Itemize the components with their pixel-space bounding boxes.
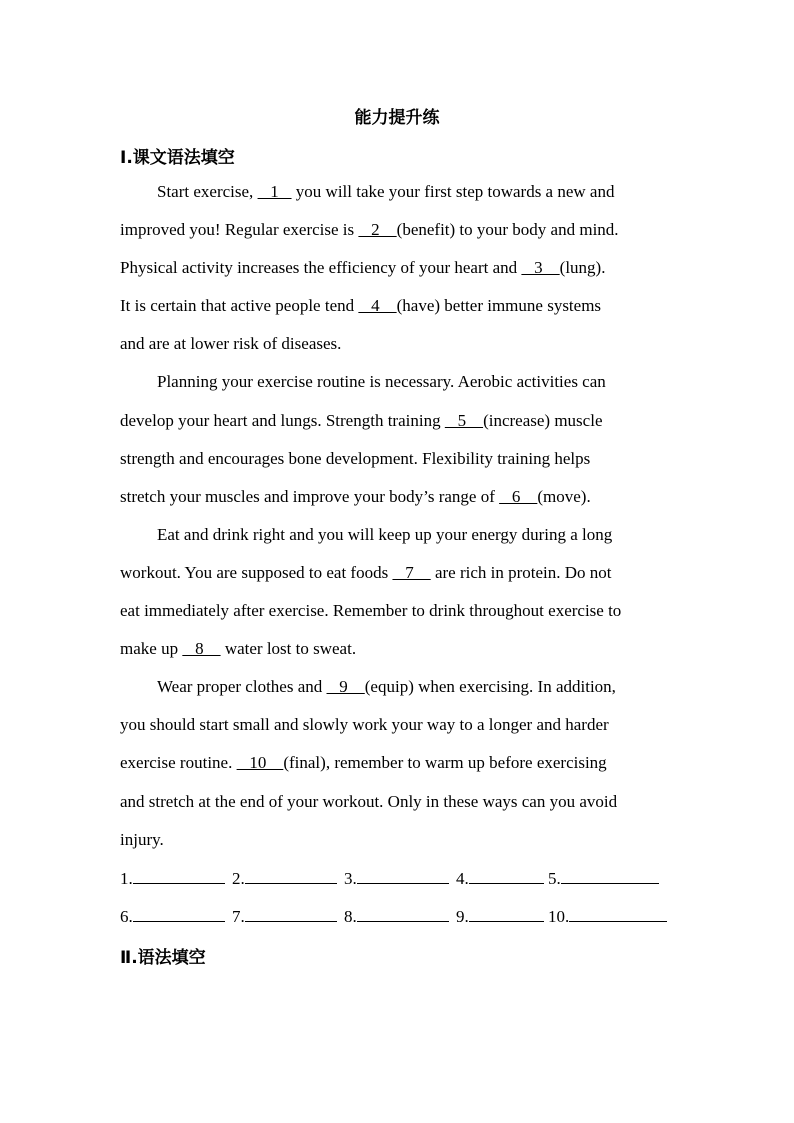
answer-label: 7. [232,907,245,926]
answer-label: 4. [456,869,469,888]
passage-text: (final), remember to warm up before exercising [283,753,607,772]
passage-text: Physical activity increases the efficiency of your heart and [120,258,522,277]
passage-text: (increase) muscle [483,411,603,430]
blank-7[interactable]: 7 [392,563,431,582]
answer-slot-10[interactable] [548,905,667,928]
passage-line-14 [157,676,677,698]
answer-slot-1[interactable] [120,867,225,890]
answer-label: 10. [548,907,570,926]
blank-3[interactable]: 3 [521,258,560,277]
answer-label: 3. [344,869,357,888]
answer-slot-7[interactable] [232,905,337,928]
passage-line-10: Eat and drink right and you will keep up your energy during a long [157,525,613,544]
passage-line-4 [120,295,680,317]
passage-text: (lung). [559,258,606,277]
blank-5[interactable]: 5 [444,411,484,430]
blank-10[interactable]: 10 [236,753,284,772]
answer-slot-4[interactable] [456,867,544,890]
passage-text: (equip) when exercising. In addition, [364,677,616,696]
passage-line-16 [120,752,680,774]
blank-2[interactable]: 2 [358,220,397,239]
answer-slot-2[interactable] [232,867,337,890]
page-title: 能力提升练 [354,108,440,128]
blank-8[interactable]: 8 [182,639,221,658]
passage-text: Start exercise, [157,182,258,201]
answer-slot-3[interactable] [344,867,449,890]
passage-line-17: and stretch at the end of your workout. Only in these ways can you avoid [120,792,618,811]
passage-line-1 [157,181,677,203]
passage-line-11 [120,562,680,584]
passage-line-15: you should start small and slowly work your way to a longer and harder [120,715,609,734]
answer-line [133,867,225,884]
passage-text: are rich in protein. Do not [430,563,612,582]
section-heading-2: Ⅱ.语法填空 [120,948,206,968]
passage-text: you will take your first step towards a new and [291,182,615,201]
passage-text: workout. You are supposed to eat foods [120,563,393,582]
answer-slot-6[interactable] [120,905,225,928]
answer-slot-5[interactable] [548,867,659,890]
passage-line-18: injury. [120,830,164,849]
passage-line-5: and are at lower risk of diseases. [120,334,342,353]
passage-text: (have) better immune systems [396,296,602,315]
passage-text: (benefit) to your body and mind. [396,220,619,239]
passage-line-3 [120,257,680,279]
passage-line-6: Planning your exercise routine is necessary. Aerobic activities can [157,372,606,391]
answer-line [469,905,544,922]
blank-4[interactable]: 4 [358,296,397,315]
passage-text: exercise routine. [120,753,237,772]
passage-line-2 [120,219,680,241]
answer-line [357,867,449,884]
answer-line [469,867,544,884]
passage-text: stretch your muscles and improve your body’s range of [120,487,500,506]
answer-slot-9[interactable] [456,905,544,928]
blank-1[interactable]: 1 [257,182,292,201]
passage-text: water lost to sweat. [220,639,357,658]
answer-line [245,867,337,884]
passage-line-8: strength and encourages bone development. Flexibility training helps [120,449,591,468]
answer-slot-8[interactable] [344,905,449,928]
answer-label: 2. [232,869,245,888]
answer-line [569,905,667,922]
passage-line-9 [120,486,680,508]
answer-label: 5. [548,869,561,888]
answer-line [561,867,659,884]
passage-line-13 [120,638,680,660]
answer-line [245,905,337,922]
passage-text: develop your heart and lungs. Strength training [120,411,445,430]
passage-text: Wear proper clothes and [157,677,327,696]
answer-label: 1. [120,869,133,888]
passage-text: (move). [537,487,591,506]
answer-line [133,905,225,922]
passage-text: make up [120,639,183,658]
passage-line-12: eat immediately after exercise. Remember to drink throughout exercise to [120,601,622,620]
answer-label: 8. [344,907,357,926]
answer-label: 9. [456,907,469,926]
section-heading-1: Ⅰ.课文语法填空 [120,148,235,168]
passage-text: It is certain that active people tend [120,296,359,315]
answer-line [357,905,449,922]
passage-text: improved you! Regular exercise is [120,220,359,239]
passage-line-7 [120,410,680,432]
blank-9[interactable]: 9 [326,677,365,696]
answer-label: 6. [120,907,133,926]
blank-6[interactable]: 6 [499,487,538,506]
